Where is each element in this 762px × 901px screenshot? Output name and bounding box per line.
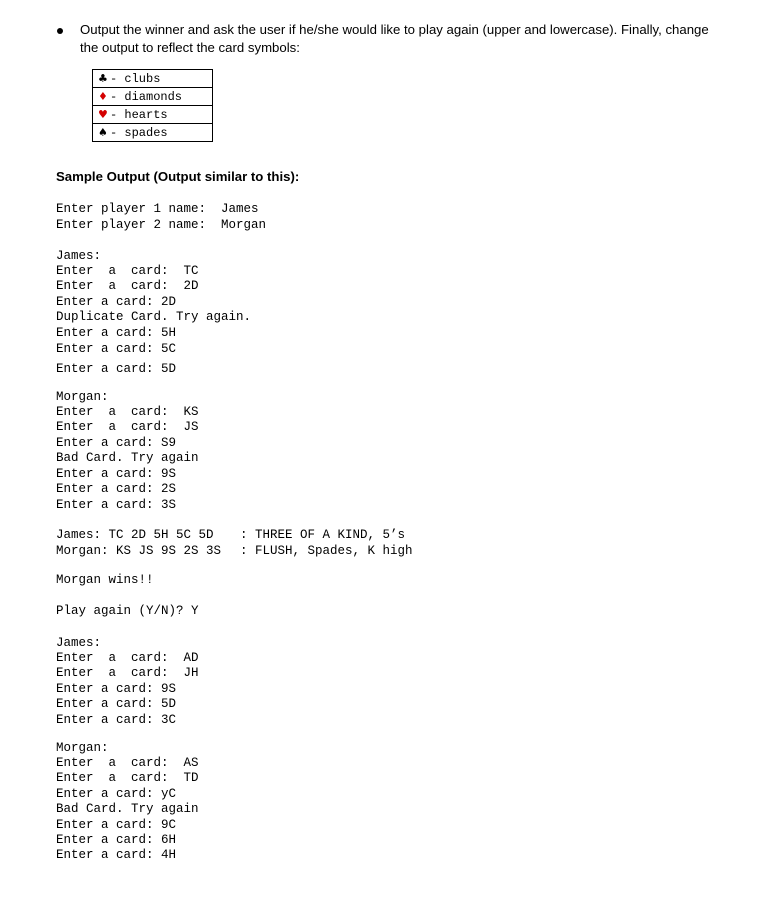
output-line: Enter a card: 3C — [56, 713, 177, 727]
output-line: Enter a card: TD — [56, 771, 199, 785]
output-line: Enter a card: 3S — [56, 498, 177, 512]
output-line: Enter a card: 5D — [56, 362, 177, 376]
bullet-text: Output the winner and ask the user if he/she would like to play again (upper and lowercase). Finally, change the output to reflect the card symbols: — [80, 22, 709, 55]
output-line: Enter a card: AS — [56, 756, 199, 770]
suit-label: - spades — [110, 125, 168, 140]
output-line: Enter a card: 4H — [56, 848, 177, 862]
output-line: Enter a card: TC — [56, 264, 199, 278]
output-line: Enter a card: 9S — [56, 682, 177, 696]
hand-summary-morgan: Morgan: KS JS 9S 2S 3S — [56, 544, 222, 558]
output-line: Enter a card: 2D — [56, 295, 177, 309]
output-line: Enter a card: AD — [56, 651, 199, 665]
output-line: James: — [56, 636, 102, 650]
suit-row-spades — [93, 124, 213, 142]
output-line: Morgan: — [56, 741, 109, 755]
bullet-dot — [57, 28, 63, 34]
suit-label: - diamonds — [110, 89, 183, 104]
clubs-icon: ♣ — [98, 71, 108, 85]
output-line: Enter a card: 6H — [56, 833, 177, 847]
output-line: Enter a card: 2S — [56, 482, 177, 496]
winner-line: Morgan wins!! — [56, 573, 154, 587]
output-line: Bad Card. Try again — [56, 802, 199, 816]
output-line: Enter a card: 9C — [56, 818, 177, 832]
suit-symbol-table — [92, 69, 213, 142]
output-line: Enter a card: JH — [56, 666, 199, 680]
suit-label: - clubs — [110, 71, 161, 86]
output-line: Enter a card: 5H — [56, 326, 177, 340]
suit-label: - hearts — [110, 107, 168, 122]
hand-summary-james: James: TC 2D 5H 5C 5D — [56, 528, 214, 542]
output-line: Enter a card: 5C — [56, 342, 177, 356]
output-line: Enter a card: KS — [56, 405, 199, 419]
output-line: James: — [56, 249, 102, 263]
output-line: Enter player 1 name: James — [56, 202, 259, 216]
sample-output-heading: Sample Output (Output similar to this): — [56, 169, 300, 184]
hearts-icon: ♥ — [98, 107, 108, 121]
suit-row-diamonds — [93, 88, 213, 106]
output-line: Enter a card: S9 — [56, 436, 177, 450]
diamonds-icon: ♦ — [98, 89, 108, 103]
output-line: Bad Card. Try again — [56, 451, 199, 465]
output-line: Enter a card: 2D — [56, 279, 199, 293]
suit-row-hearts — [93, 106, 213, 124]
spades-icon: ♠ — [98, 125, 108, 139]
output-line: Enter a card: 5D — [56, 697, 177, 711]
output-line: Morgan: — [56, 390, 109, 404]
hand-result-james: : THREE OF A KIND, 5’s — [240, 528, 406, 542]
hand-result-morgan: : FLUSH, Spades, K high — [240, 544, 413, 558]
suit-row-clubs — [93, 70, 213, 88]
play-again-prompt: Play again (Y/N)? Y — [56, 604, 199, 618]
output-line: Enter player 2 name: Morgan — [56, 218, 267, 232]
output-line: Enter a card: JS — [56, 420, 199, 434]
output-line: Enter a card: 9S — [56, 467, 177, 481]
output-line: Enter a card: yC — [56, 787, 177, 801]
output-line: Duplicate Card. Try again. — [56, 310, 252, 324]
